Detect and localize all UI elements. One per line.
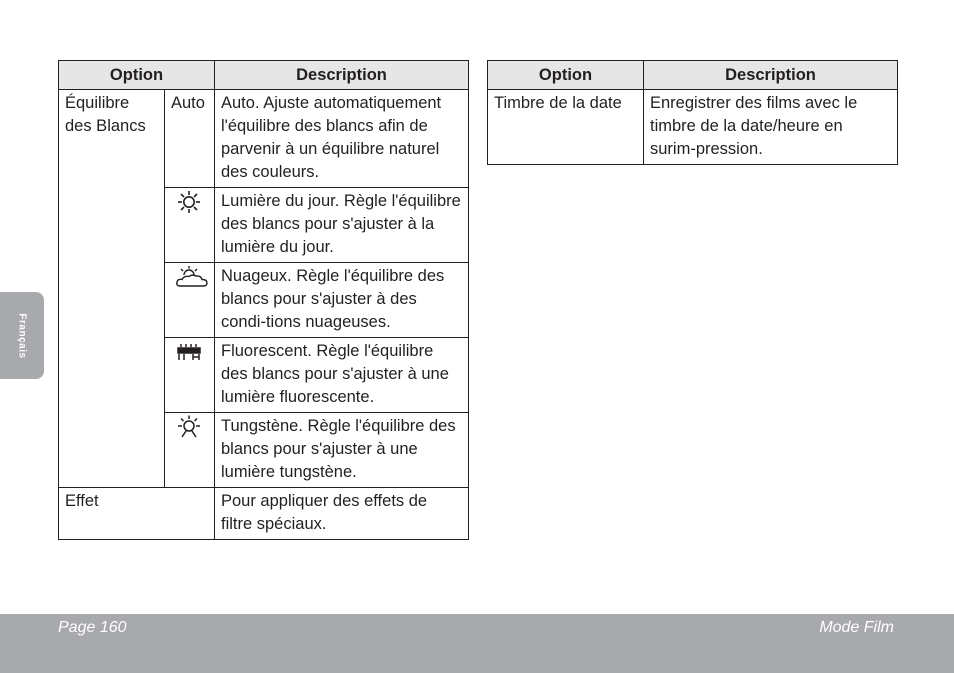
tungsten-icon (175, 415, 203, 439)
table-row (59, 90, 469, 188)
page-footer (0, 614, 954, 673)
cloudy-icon (175, 265, 209, 289)
white-balance-options-table (58, 60, 469, 540)
date-stamp-description: Enregistrer des films avec le timbre de la date/heure en surim-pression. (644, 90, 898, 165)
table-header-row (59, 61, 469, 90)
option-header: Option (488, 61, 644, 90)
fluorescent-icon (175, 340, 203, 364)
cloudy-description: Nuageux. Règle l'équilibre des blancs pour s'ajuster à des condi-tions nuageuses. (215, 263, 469, 338)
auto-option: Auto (165, 90, 215, 188)
description-header: Description (644, 61, 898, 90)
table-header-row (488, 61, 898, 90)
section-title: Mode Film (819, 619, 894, 636)
date-stamp-options-table (487, 60, 898, 165)
table-row (488, 90, 898, 165)
effect-option: Effet (59, 488, 215, 540)
sun-icon (175, 190, 203, 214)
date-stamp-option: Timbre de la date (488, 90, 644, 165)
daylight-description: Lumière du jour. Règle l'équilibre des blancs pour s'ajuster à la lumière du jour. (215, 188, 469, 263)
daylight-option (165, 188, 215, 263)
tungsten-description: Tungstène. Règle l'équilibre des blancs pour s'ajuster à une lumière tungstène. (215, 413, 469, 488)
option-header: Option (59, 61, 215, 90)
table-row (59, 488, 469, 540)
fluorescent-option (165, 338, 215, 413)
page-number: Page 160 (58, 619, 127, 636)
tungsten-option (165, 413, 215, 488)
fluorescent-description: Fluorescent. Règle l'équilibre des blancs pour s'ajuster à une lumière fluorescente. (215, 338, 469, 413)
language-tab (0, 292, 44, 379)
effect-description: Pour appliquer des effets de filtre spéciaux. (215, 488, 469, 540)
white-balance-label: Équilibre des Blancs (59, 90, 165, 488)
language-tab-label: Français (16, 312, 28, 359)
cloudy-option (165, 263, 215, 338)
auto-description: Auto. Ajuste automatiquement l'équilibre des blancs afin de parvenir à un équilibre naturel des couleurs. (215, 90, 469, 188)
description-header: Description (215, 61, 469, 90)
